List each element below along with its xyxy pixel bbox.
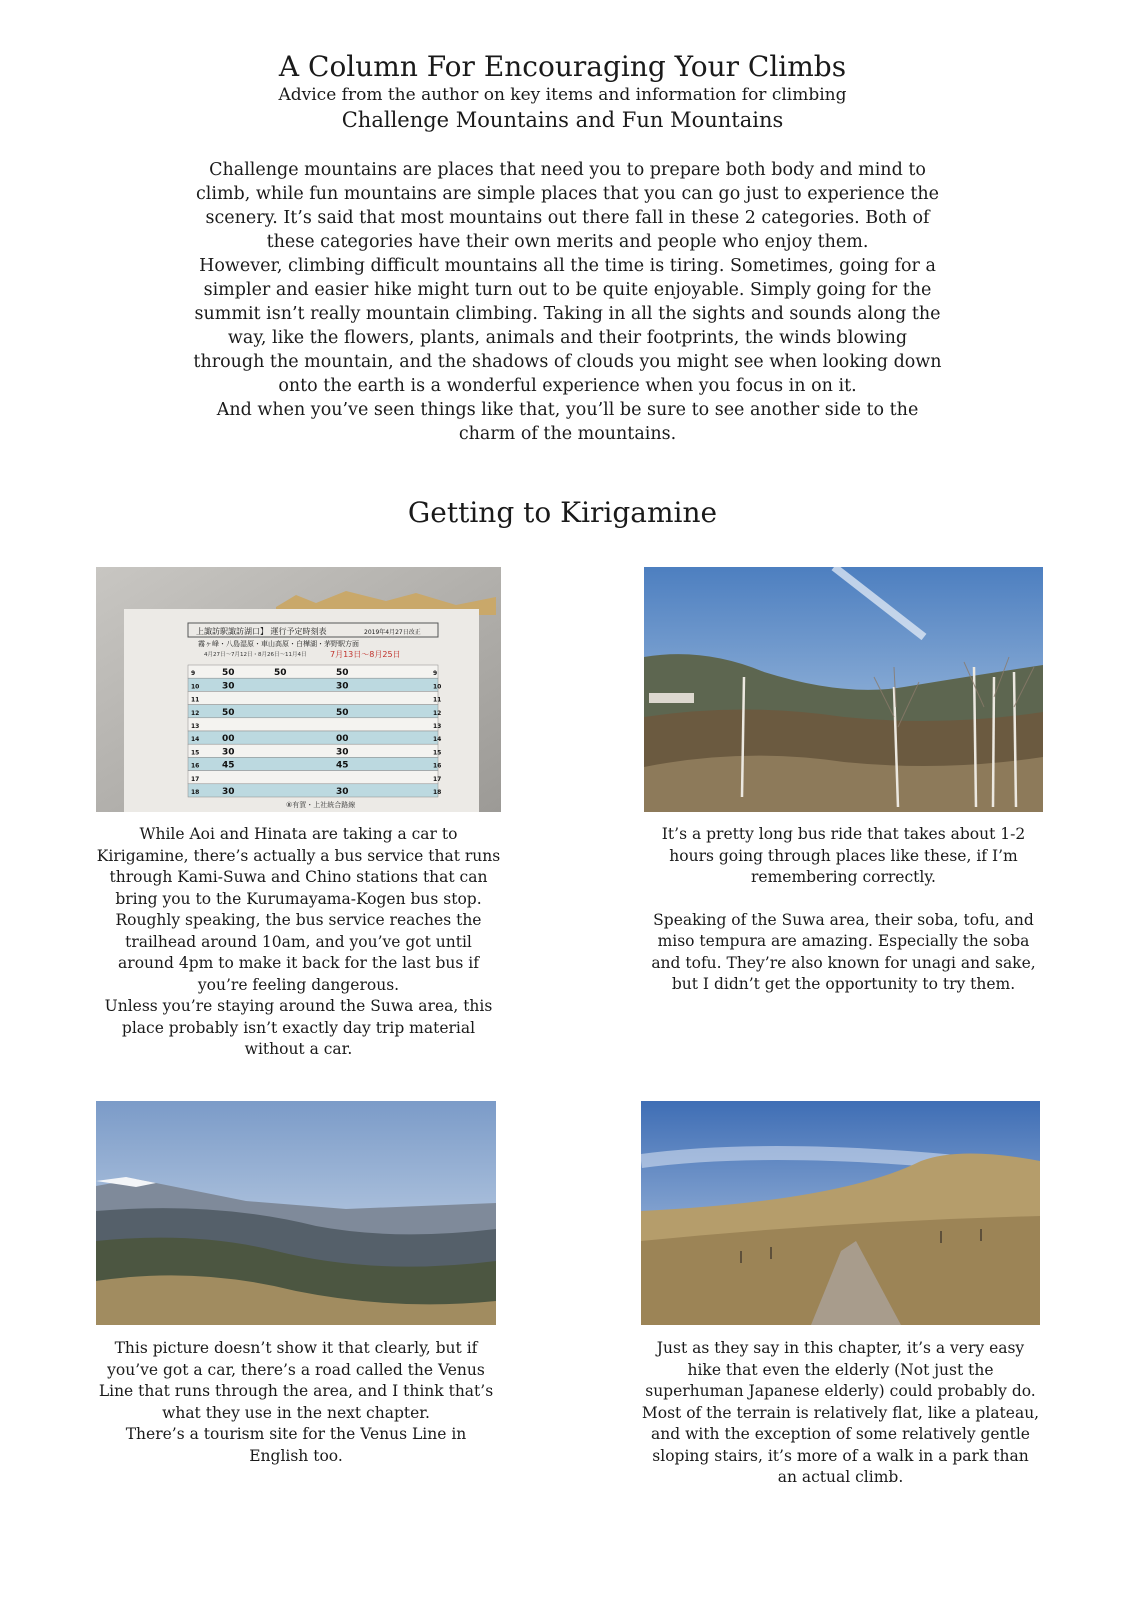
timetable-hour: 13 xyxy=(191,723,200,730)
timetable-image xyxy=(96,567,501,812)
caption-venus-line xyxy=(96,1338,496,1467)
timetable-minute-left: 30 xyxy=(222,787,235,797)
timetable-hour: 15 xyxy=(433,749,442,757)
timetable-row xyxy=(188,691,438,704)
column-subheading: Challenge Mountains and Fun Mountains xyxy=(341,108,784,132)
timetable-minute-right: 30 xyxy=(336,747,349,758)
caption-paragraph: It’s a pretty long bus ride that takes about 1-2 hours going through places like these, if I’m remembering correctly. xyxy=(661,825,1026,886)
timetable-minute-left: 50 xyxy=(274,668,287,679)
caption-bus-ride xyxy=(644,824,1043,996)
timetable-minute-left: 45 xyxy=(222,760,235,771)
trail-image xyxy=(641,1101,1040,1325)
page-title: A Column For Encouraging Your Climbs xyxy=(278,50,847,83)
birch-trees-photo xyxy=(644,567,1043,812)
timetable-hour: 17 xyxy=(433,775,442,783)
section-title: Getting to Kirigamine xyxy=(407,496,718,529)
timetable-minute-left: 30 xyxy=(222,747,235,758)
timetable-hour: 12 xyxy=(191,709,200,717)
page-header xyxy=(0,50,1125,134)
caption-paragraph: There’s a tourism site for the Venus Line in English too. xyxy=(125,1425,467,1465)
caption-easy-hike xyxy=(641,1338,1040,1489)
plateau-trail-photo xyxy=(641,1101,1040,1325)
caption-paragraph: While Aoi and Hinata are taking a car to Kirigamine, there’s actually a bus service that runs through Kami-Suwa and Chino stations that can bring you to the Kurumayama-Kogen bus stop. Roughly speaking, the bus service reaches the trailhead around 10am, and you’ve got until around 4pm to make it back for the last bus if you’re feeling dangerous. xyxy=(96,825,501,994)
timetable-row xyxy=(188,718,438,731)
caption-paragraph: Speaking of the Suwa area, their soba, tofu, and miso tempura are amazing. Especially the soba and tofu. They’re also known for unagi and sake, but I didn’t get the opportunity to try them. xyxy=(651,910,1036,993)
timetable-minute-right: 30 xyxy=(336,681,349,692)
timetable-hour: 14 xyxy=(433,736,442,744)
timetable-hour: 16 xyxy=(433,762,442,770)
timetable-hour: 10 xyxy=(433,683,442,691)
caption-paragraph: Unless you’re staying around the Suwa area, this place probably isn’t exactly day trip material without a car. xyxy=(104,997,493,1058)
timetable-hour: 13 xyxy=(433,723,442,730)
timetable-period-right: 7月13日〜8月25日 xyxy=(330,650,401,659)
timetable-minute-left: 50 xyxy=(222,668,235,679)
timetable-hour: 15 xyxy=(191,749,200,757)
timetable-hour: 18 xyxy=(191,789,200,796)
caption-bus-service xyxy=(96,824,501,1061)
timetable-minute-left: 00 xyxy=(222,734,235,745)
timetable-hour: 10 xyxy=(191,683,200,691)
intro-text xyxy=(190,158,945,446)
timetable-operator: ⑧有賀・上社統合路線 xyxy=(286,801,356,809)
timetable-minute-right: 45 xyxy=(336,760,349,771)
timetable-route: 霧ヶ峰・八島湿原・車山高原・白樺湖・茅野駅方面 xyxy=(198,640,359,648)
timetable-hour: 17 xyxy=(191,775,200,783)
timetable-hour: 11 xyxy=(433,696,442,704)
timetable-period-left: 4月27日〜7月12日・8月26日〜11月4日 xyxy=(204,652,307,658)
timetable-minute-left: 50 xyxy=(222,707,235,718)
bus-timetable-photo xyxy=(96,567,501,812)
intro-paragraph: And when you’ve seen things like that, you’ll be sure to see another side to the charm of the mountains. xyxy=(216,400,919,444)
landscape-image xyxy=(644,567,1043,812)
timetable-revision: 2019年4月27日改正 xyxy=(364,629,421,636)
valley-image xyxy=(96,1101,496,1325)
timetable-minute-right: 50 xyxy=(336,668,349,679)
timetable-row xyxy=(188,771,438,784)
page-subtitle: Advice from the author on key items and information for climbing xyxy=(278,85,847,105)
timetable-rows xyxy=(188,665,441,797)
valley-view-photo xyxy=(96,1101,496,1325)
timetable-minute-left: 30 xyxy=(222,681,235,692)
caption-paragraph: Just as they say in this chapter, it’s a very easy hike that even the elderly (Not just the superhuman Japanese elderly) could probably do. Most of the terrain is relatively flat, like a plateau, and with the exception of some relatively gentle sloping stairs, it’s more of a walk in a park than an actual climb. xyxy=(641,1339,1040,1486)
timetable-hour: 14 xyxy=(191,736,200,744)
caption-paragraph: This picture doesn’t show it that clearly, but if you’ve got a car, there’s a road called the Venus Line that runs through the area, and I think that’s what they use in the next chapter. xyxy=(98,1339,494,1422)
timetable-minute-right: 50 xyxy=(336,707,349,718)
intro-paragraph: However, climbing difficult mountains all the time is tiring. Sometimes, going for a simpler and easier hike might turn out to be quite enjoyable. Simply going for the summit isn’t really mountain climbing. Taking in all the sights and sounds along the way, like the flowers, plants, animals and their footprints, the winds blowing through the mountain, and the shadows of clouds you might see when looking down onto the earth is a wonderful experience when you focus in on it. xyxy=(193,256,942,396)
timetable-hour: 12 xyxy=(433,709,442,717)
timetable-hour: 9 xyxy=(433,670,438,678)
timetable-hour: 9 xyxy=(191,670,196,678)
timetable-hour: 18 xyxy=(433,789,442,796)
timetable-minute-right: 30 xyxy=(336,787,349,797)
timetable-minute-right: 00 xyxy=(336,734,349,745)
intro-paragraph: Challenge mountains are places that need you to prepare both body and mind to climb, while fun mountains are simple places that you can go just to experience the scenery. It’s said that most mountains out there fall in these 2 categories. Both of these categories have their own merits and people who enjoy them. xyxy=(195,160,940,252)
timetable-hour: 11 xyxy=(191,696,200,704)
timetable-title: 上諏訪駅諏訪湖口】 運行予定時刻表 xyxy=(196,627,327,636)
timetable-hour: 16 xyxy=(191,762,200,770)
